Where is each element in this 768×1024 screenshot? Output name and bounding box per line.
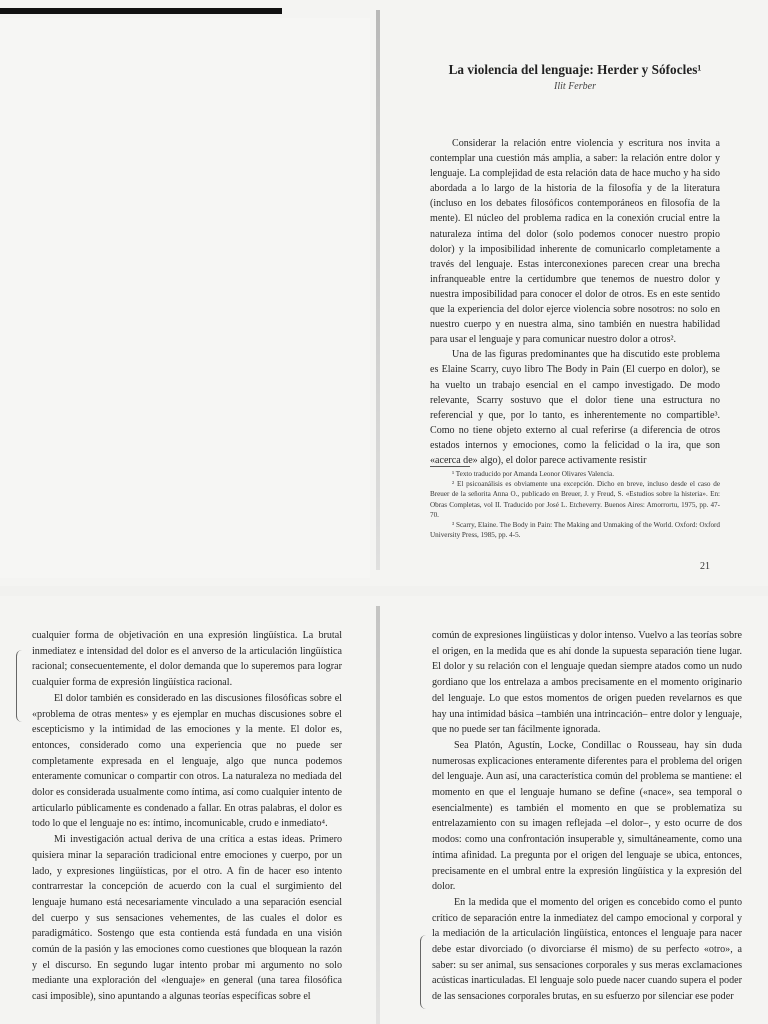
footnote: ¹ Texto traducido por Amanda Leonor Olivares Valencia. (452, 470, 614, 478)
blank-left-page (0, 18, 370, 578)
paragraph: Sea Platón, Agustín, Locke, Condillac o Rousseau, hay sin duda numerosas explicaciones enteramente diferentes para el problema del origen del lenguaje. Aun así, una característica común del problema se mantiene: el momento en que el lenguaje humano se define («nace», sea temporal o esencialmente) es también el momento en que se problematiza su entrelazamiento con su imagen reflejada –el dolor–, y esto ocurre de dos modos: como una confrontación insuperable y, simultáneamente, como una íntima afinidad. La pregunta por el origen del lenguaje se ubica, entonces, precisamente en el umbral entre la expresión lingüística y la expresión del dolor. (432, 739, 742, 893)
footnote: ² El psicoanálisis es obviamente una excepción. Dicho en breve, incluso desde el caso de Breuer de la señorita Anna O., publicado en Breuer, J. y Freud, S. «Estudios sobre la histeria». En: Obras Completas, vol II. Traducido por José L. Etcheverry. Buenos Aires: Amorrortu, 1975, pp. 47-70. (430, 480, 720, 519)
paragraph: El dolor también es considerado en las discusiones filosóficas sobre el «problema de otras mentes» y es ejemplar en muchas discusiones sobre el escepticismo y la intimidad de las emociones y la mente. El dolor es, entonces, considerado como una experiencia que no puede ser completamente expresada en el lenguaje, algo que nunca podemos enteramente comunicar o compartir con otros. La naturaleza no mediada del dolor es considerada usualmente como íntima, así como cualquier intento de articularlo públicamente es condenado a fallar. En otras palabras, el dolor es todo lo que el lenguaje no es: íntimo, incomunicable, crudo e inmediato⁴. (32, 692, 342, 830)
book-spine-top (376, 10, 380, 570)
paragraph: En la medida que el momento del origen es concebido como el punto crítico de separación entre la inmediatez del campo emocional y corporal y la mediación de la articulación lingüística, entonces el lenguaje para nacer debe estar divorciado (o divorciarse él mismo) de su perfecto «otro», a saber: su ser animal, sus sensaciones corporales y sus meras exclamaciones acústicas inarticuladas. El lenguaje solo puede nacer cuando supera el poder de las sensaciones corporales brutas, en su esfuerzo por silenciar ese poder (432, 896, 742, 1003)
handwritten-bracket-mark (420, 935, 431, 1009)
article-title: La violencia del lenguaje: Herder y Sófocles¹ (448, 62, 702, 77)
paragraph: Considerar la relación entre violencia y escritura nos invita a contemplar una cuestión más amplia, a saber: la relación entre dolor y lenguaje. La complejidad de esta relación data de hace mucho y ha sido abordada a lo largo de la historia de la filosofía y de la literatura (incluso en los debates filosóficos contemporáneos en filosofía de la mente). El núcleo del problema radica en la conexión crucial entre la naturaleza íntima del dolor (solo podemos conocer nuestro propio dolor) y la imposibilidad inherente de comunicarlo completamente a través del lenguaje. Estas interconexiones parecen crear una brecha infranqueable entre la certidumbre que tenemos de nuestro dolor y nuestra imposibilidad para conocer el dolor de otros. Es en este sentido que la experiencia del dolor ejerce violencia sobre nosotros: no solo en nuestro cuerpo y en nuestra alma, sino también en nuestra habilidad para usar el lenguaje y para comunicar nuestro dolor a otros². (430, 138, 720, 346)
paragraph: común de expresiones lingüísticas y dolor intenso. Vuelvo a las teorías sobre el origen, en la medida que es ahí donde la supuesta separación tiene lugar. El dolor y su relación con el lenguaje quedan siempre atados como un nudo gordiano que los entrelaza a ambos precisamente en el momento originario del lenguaje. Lo que estos momentos de origen pueden revelarnos es que hay una intimidad básica –también una intrincación– entre dolor y lenguaje, que no puede ser tan fácilmente ignorada. (432, 630, 742, 736)
paragraph: Mi investigación actual deriva de una crítica a estas ideas. Primero quisiera minar la separación tradicional entre emociones y cuerpo, por un lado, y expresiones lingüísticas, por el otro. A fin de hacer eso intento contrarrestar la concepción de acuerdo con la cual el surgimiento del lenguaje humano está necesariamente vinculado a una separación esencial del cuerpo y sus sensaciones vehementes, de las cuales el dolor es paradigmático. Sostengo que esta contienda está fundada en una visión común de la pasión y las emociones como cuestiones que bloquean la razón y el discurso. En segundo lugar intento probar mi argumento no solo mediante una exploración del «lenguaje» en general (una tarea filosófica casi imposible), sino apuntando a algunas teorías específicas sobre el (32, 834, 342, 1003)
footnotes (430, 469, 720, 540)
footnote-rule (430, 466, 470, 467)
paragraph: Una de las figuras predominantes que ha discutido este problema es Elaine Scarry, cuyo libro The Body in Pain (El cuerpo en dolor), se ha vuelto un trabajo esencial en el campo investigado. De modo relevante, Scarry sostuvo que el dolor tiene una estructura no referencial y que, por lo tanto, es inherentemente no compartible³. Como no tiene objeto externo al cual referirse (a diferencia de otros estados internos y emociones, como la felicidad o la ira, que son «acerca de» algo), el dolor parece activamente resistir (430, 349, 720, 466)
book-spine-bottom (376, 606, 380, 1024)
bottom-left-body (32, 628, 342, 1005)
top-right-body (430, 136, 720, 468)
article-author: Ilit Ferber (554, 81, 596, 92)
bottom-right-body (432, 628, 742, 1005)
page-separator (0, 586, 768, 596)
handwritten-bracket-mark (16, 650, 27, 722)
scan-edge-shadow (0, 8, 282, 14)
footnote: ³ Scarry, Elaine. The Body in Pain: The Making and Unmaking of the World. Oxford: Oxford University Press, 1985, pp. 4-5. (430, 521, 720, 540)
page-number: 21 (700, 561, 710, 572)
paragraph: cualquier forma de objetivación en una expresión lingüística. La brutal inmediatez e intensidad del dolor es el anverso de la articulación lingüística racional; consecuentemente, el dolor demanda que lo superemos para lograr cualquier forma de expresión lingüística racional. (32, 630, 342, 689)
